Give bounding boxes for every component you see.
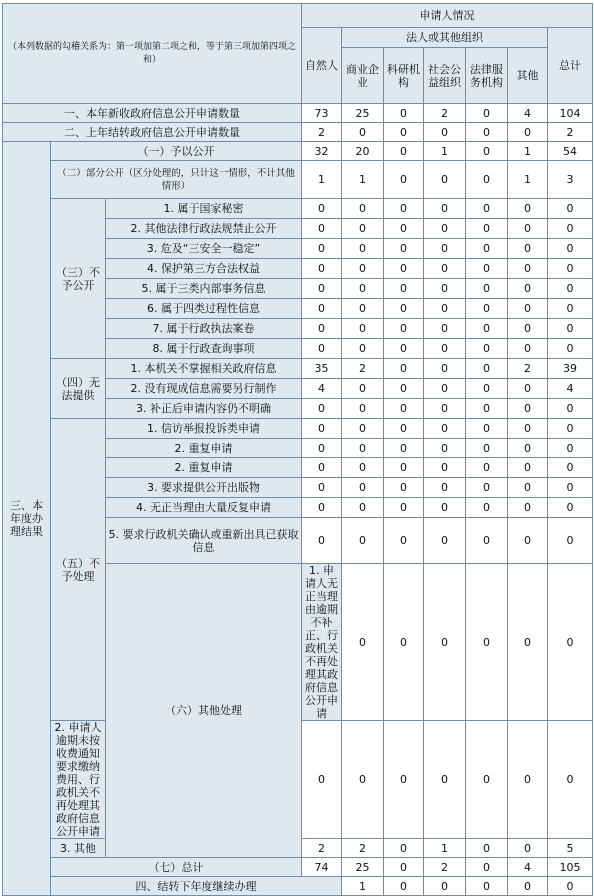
row-label: 3. 其他 xyxy=(51,839,106,858)
header-natural-person: 自然人 xyxy=(302,28,342,104)
table-row: 3. 危及“三安全一稳定” 0 0 0 0 0 0 0 xyxy=(3,239,593,259)
row-label: 2. 申请人逾期未按收费通知要求缴纳费用、行政机关不再处理其政府信息公开申请 xyxy=(51,721,106,839)
header-note: （本列数据的勾稽关系为：第一项加第二项之和，等于第三项加第四项之和） xyxy=(3,4,302,104)
row-label: （二）部分公开（区分处理的，只计这一情形，不计其他情形） xyxy=(51,161,302,199)
row-label: 1. 申请人无正当理由逾期不补正、行政机关不再处理其政府信息公开申请 xyxy=(302,564,342,721)
table-row: 一、本年新收政府信息公开申请数量 73 25 0 2 0 4 104 xyxy=(3,104,593,123)
row-label: 3. 危及“三安全一稳定” xyxy=(106,239,302,259)
header-legal-service: 法律服务机构 xyxy=(466,48,508,104)
table-row: （五）不予处理 1. 信访举报投诉类申请 0 0 0 0 0 0 0 xyxy=(3,419,593,439)
table-row: 3. 补正后申请内容仍不明确 0 0 0 0 0 0 0 xyxy=(3,399,593,419)
header-other: 其他 xyxy=(508,48,548,104)
section-3-label: 三、本年度办理结果 xyxy=(3,142,51,896)
header-research: 科研机构 xyxy=(384,48,424,104)
table-row: 四、结转下年度继续办理 1 0 0 0 0 0 xyxy=(3,877,593,896)
table-row: 5. 属于三类内部事务信息 0 0 0 0 0 0 0 xyxy=(3,279,593,299)
row-label: 3. 要求提供公开出版物 xyxy=(106,478,302,498)
row-label: （七）总计 xyxy=(51,858,302,877)
row-label: 4. 无正当理由大量反复申请 xyxy=(106,498,302,518)
row-label: 5. 属于三类内部事务信息 xyxy=(106,279,302,299)
header-applicant: 申请人情况 xyxy=(302,4,593,28)
table-row: 2. 申请人逾期未按收费通知要求缴纳费用、行政机关不再处理其政府信息公开申请 0 0 0 0 0 0 0 xyxy=(3,721,593,839)
group-label: （四）无法提供 xyxy=(51,359,106,419)
table-row: 2. 重复申请 0 0 0 0 0 0 0 xyxy=(3,439,593,458)
header-legal-group: 法人或其他组织 xyxy=(342,28,548,48)
table-row: 5. 要求行政机关确认或重新出具已获取信息 0 0 0 0 0 0 0 xyxy=(3,518,593,564)
table-row: 2. 重复申请 0 0 0 0 0 0 0 xyxy=(3,458,593,478)
row-label: 2. 重复申请 xyxy=(106,439,302,458)
row-label: 1. 属于国家秘密 xyxy=(106,199,302,219)
table-row: （六）其他处理 1. 申请人无正当理由逾期不补正、行政机关不再处理其政府信息公开申请 0 0 0 0 0 0 xyxy=(3,564,593,721)
row-label: 二、上年结转政府信息公开申请数量 xyxy=(3,123,302,142)
row-label: 2. 其他法律行政法规禁止公开 xyxy=(106,219,302,239)
table-row: 2. 没有现成信息需要另行制作 4 0 0 0 0 0 4 xyxy=(3,379,593,399)
table-row: （七）总计 74 25 0 2 0 4 105 xyxy=(3,858,593,877)
table-row: （三）不予公开 1. 属于国家秘密 0 0 0 0 0 0 0 xyxy=(3,199,593,219)
row-label: 5. 要求行政机关确认或重新出具已获取信息 xyxy=(106,518,302,564)
row-label: 一、本年新收政府信息公开申请数量 xyxy=(3,104,302,123)
table-row: 4. 保护第三方合法权益 0 0 0 0 0 0 0 xyxy=(3,259,593,279)
row-label: 2. 没有现成信息需要另行制作 xyxy=(106,379,302,399)
row-label: 2. 重复申请 xyxy=(106,458,302,478)
table-row: （二）部分公开（区分处理的，只计这一情形，不计其他情形） 1 1 0 0 0 1 3 xyxy=(3,161,593,199)
row-label: 8. 属于行政查询事项 xyxy=(106,339,302,359)
row-label: 7. 属于行政执法案卷 xyxy=(106,319,302,339)
group-label: （六）其他处理 xyxy=(106,564,302,858)
header-business: 商业企业 xyxy=(342,48,384,104)
table-row: 二、上年结转政府信息公开申请数量 2 0 0 0 0 0 2 xyxy=(3,123,593,142)
table-row: （四）无法提供 1. 本机关不掌握相关政府信息 35 2 0 0 0 2 39 xyxy=(3,359,593,379)
row-label: 4. 保护第三方合法权益 xyxy=(106,259,302,279)
table-row: 6. 属于四类过程性信息 0 0 0 0 0 0 0 xyxy=(3,299,593,319)
table-row: 3. 其他 2 2 0 1 0 0 5 xyxy=(3,839,593,858)
group-label: （三）不予公开 xyxy=(51,199,106,359)
row-label: 1. 本机关不掌握相关政府信息 xyxy=(106,359,302,379)
table-row: 3. 要求提供公开出版物 0 0 0 0 0 0 0 xyxy=(3,478,593,498)
row-label: 四、结转下年度继续办理 xyxy=(51,877,342,896)
row-label: 3. 补正后申请内容仍不明确 xyxy=(106,399,302,419)
row-label: （一）予以公开 xyxy=(51,142,302,161)
table-row: 4. 无正当理由大量反复申请 0 0 0 0 0 0 0 xyxy=(3,498,593,518)
disclosure-statistics-table xyxy=(2,3,593,896)
header-total: 总计 xyxy=(548,28,593,104)
table-row: 7. 属于行政执法案卷 0 0 0 0 0 0 0 xyxy=(3,319,593,339)
table-row: 8. 属于行政查询事项 0 0 0 0 0 0 0 xyxy=(3,339,593,359)
row-label: 6. 属于四类过程性信息 xyxy=(106,299,302,319)
header-social: 社会公益组织 xyxy=(424,48,466,104)
table-row: 三、本年度办理结果 （一）予以公开 32 20 0 1 0 1 54 xyxy=(3,142,593,161)
group-label: （五）不予处理 xyxy=(51,419,106,721)
table-row: 2. 其他法律行政法规禁止公开 0 0 0 0 0 0 0 xyxy=(3,219,593,239)
row-label: 1. 信访举报投诉类申请 xyxy=(106,419,302,439)
